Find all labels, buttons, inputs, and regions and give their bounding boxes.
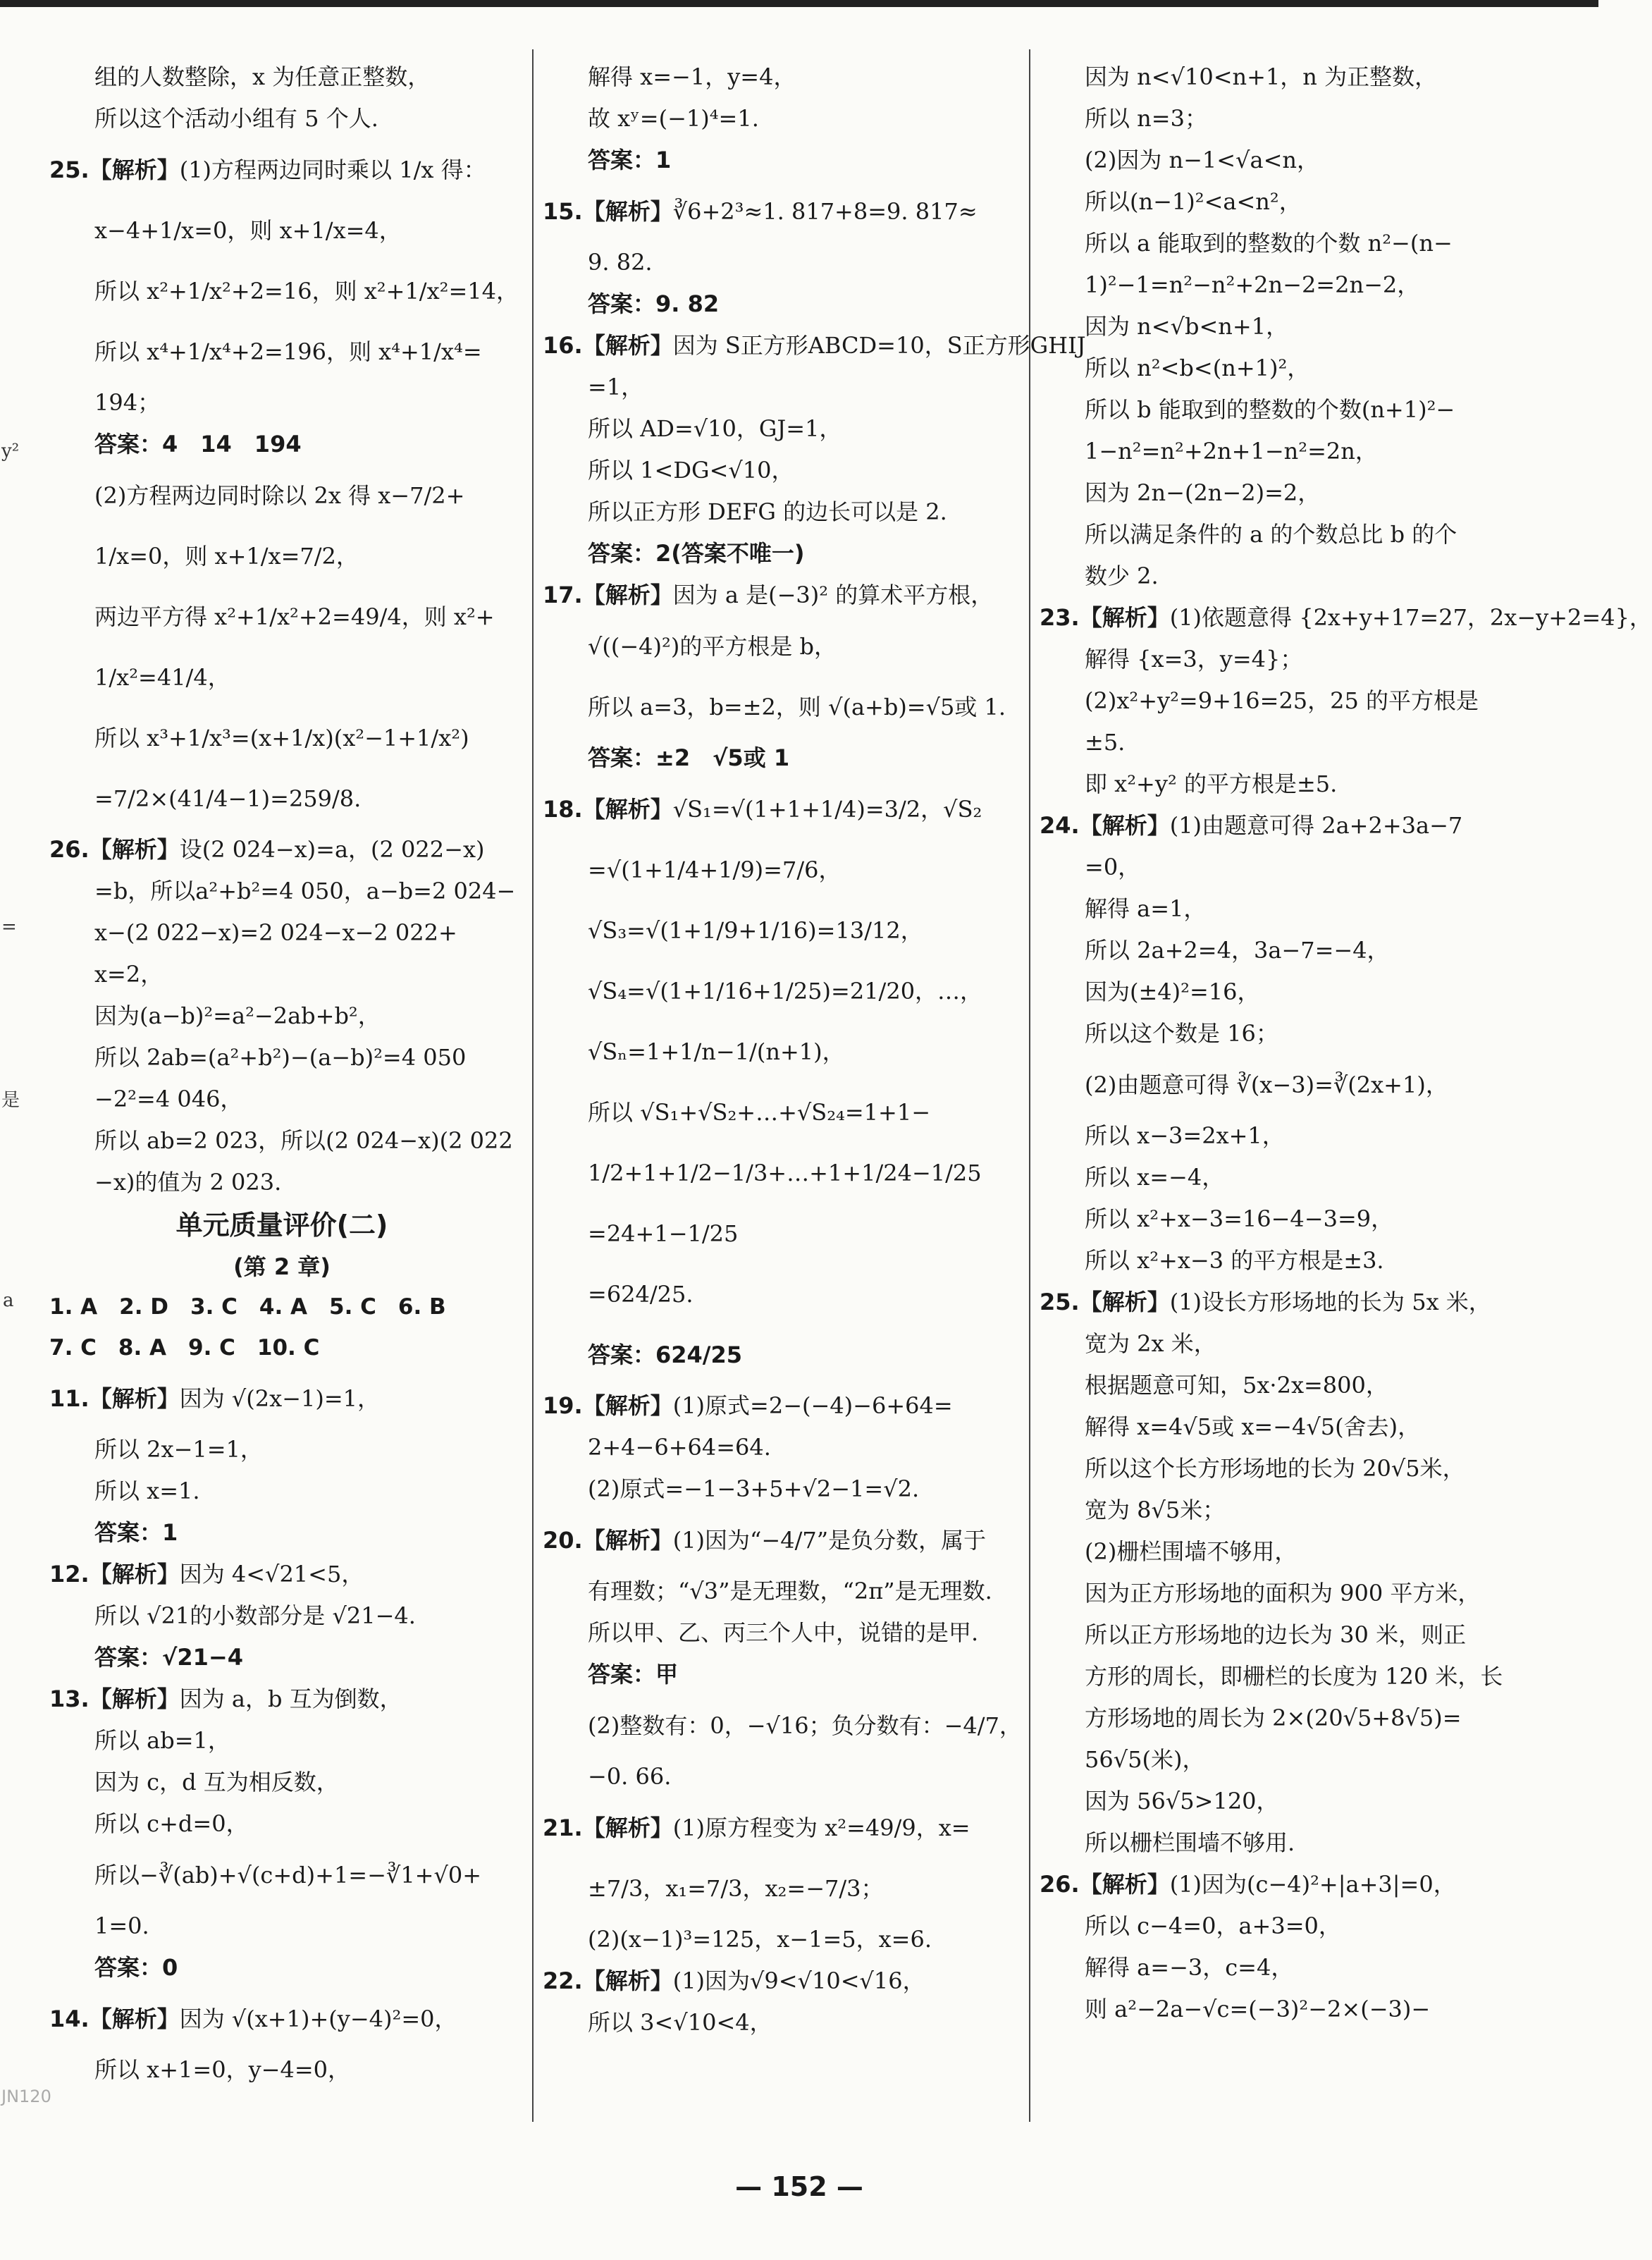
solution-line: 方形的周长，即栅栏的长度为 120 米，长 [1085, 1663, 1503, 1690]
solution-line: −2²=4 046， [94, 1086, 243, 1112]
solution-line: 所以−∛(ab)+√(c+d)+1=−∛1+√0+ [94, 1862, 482, 1889]
solution-line: 1−n²=n²+2n+1−n²=2n， [1085, 438, 1378, 465]
solution-line: 所以 x²+1/x²+2=16，则 x²+1/x²=14， [94, 278, 519, 305]
solution-line: 数少 2. [1085, 563, 1159, 589]
solution-first-line [49, 829, 514, 871]
solution-line: 因为 2n−(2n−2)=2， [1085, 479, 1321, 506]
continuation-block [543, 56, 1011, 181]
solution-first-line [543, 1960, 1011, 2002]
problem-number: 19.【解析】 [543, 1392, 673, 1419]
solution-line: 1=0. [94, 1912, 149, 1939]
solution-text: 因为 a 是(−3)² 的算术平方根， [672, 582, 994, 608]
continuation-block [49, 56, 514, 140]
choice-answers [49, 1286, 514, 1368]
solution-line: 故 xʸ=(−1)⁴=1. [588, 105, 759, 132]
solution-first-line [49, 1554, 514, 1595]
top-rule [0, 0, 1598, 7]
solution-line: 所以 x=−4， [1085, 1164, 1225, 1191]
answer-column-right [1040, 56, 1652, 2030]
solution-text: (1)方程两边同时乘以 1/x 得： [179, 156, 486, 183]
solution-line: 所以 2x−1=1， [94, 1436, 263, 1463]
solution-line: 所以 ab=2 023，所以(2 024−x)(2 022 [94, 1127, 513, 1154]
section-heading-block [49, 1203, 514, 1286]
edge-glyph: y² [1, 441, 20, 462]
problem-number: 22.【解析】 [543, 1967, 673, 1994]
solution-first-line [543, 1798, 1011, 1858]
choice-answer-row: 7. C 8. A 9. C 10. C [49, 1335, 320, 1361]
solution-block [543, 1510, 1022, 1798]
solution-line: =√(1+1/4+1/9)=7/6， [588, 856, 842, 883]
solution-text: (1)设长方形场地的长为 5x 米， [1169, 1289, 1491, 1315]
answer-line: 答案：2(答案不唯一) [588, 540, 805, 567]
problem-number: 11.【解析】 [49, 1385, 180, 1412]
choice-answer-row: 1. A 2. D 3. C 4. A 5. C 6. B [49, 1294, 446, 1320]
solution-line: 所以(n−1)²<a<n²， [1085, 188, 1302, 215]
solution-first-line [543, 181, 1011, 242]
solution-line: ±5. [1085, 729, 1126, 756]
solution-block [49, 829, 514, 1203]
solution-text: 设(2 024−x)=a，(2 022−x) [179, 836, 485, 863]
solution-first-line [543, 1510, 1011, 1571]
solution-line: 有理数；“√3”是无理数，“2π”是无理数. [588, 1578, 992, 1604]
answer-line: 答案：1 [588, 147, 672, 173]
solution-text: (1)因为“−4/7”是负分数，属于 [672, 1527, 987, 1554]
solution-line: 宽为 8√5米； [1085, 1497, 1226, 1523]
solution-line: 所以 x⁴+1/x⁴+2=196，则 x⁴+1/x⁴= [94, 338, 482, 365]
solution-text: (1)因为(c−4)²+|a+3|=0， [1169, 1871, 1456, 1898]
edge-glyph: a [3, 1290, 14, 1311]
edge-glyph: = [1, 916, 17, 938]
solution-line: 所以正方形 DEFG 的边长可以是 2. [588, 498, 947, 525]
solution-line: 1/2+1+1/2−1/3+…+1+1/24−1/25 [588, 1160, 982, 1186]
solution-line: 因为(±4)²=16， [1085, 978, 1260, 1005]
solution-line: 所以 b 能取到的整数的个数(n+1)²− [1085, 396, 1455, 423]
solution-line: 所以 c+d=0， [94, 1810, 249, 1837]
solution-line: 所以 x−3=2x+1， [1085, 1122, 1285, 1149]
solution-line: =b，所以a²+b²=4 050，a−b=2 024− [94, 878, 516, 904]
answer-line: 答案：0 [94, 1954, 178, 1981]
problem-number: 12.【解析】 [49, 1561, 180, 1587]
answer-line: 答案：±2 √5或 1 [588, 744, 790, 771]
solution-line: 所以 x=1. [94, 1478, 200, 1504]
solution-line: 解得 a=1， [1085, 895, 1207, 922]
solution-line: (2)因为 n−1<√a<n， [1085, 147, 1319, 173]
problem-number: 25.【解析】 [49, 156, 180, 183]
solution-line: (2)原式=−1−3+5+√2−1=√2. [588, 1475, 920, 1502]
solution-line: −x)的值为 2 023. [94, 1169, 282, 1196]
solution-text: 因为 S正方形ABCD=10，S正方形GHIJ [672, 332, 1086, 359]
solution-text: 因为 a，b 互为倒数， [179, 1685, 402, 1712]
solution-block [49, 1989, 514, 2091]
solution-first-line [1040, 805, 1519, 847]
solution-text: (1)原式=2−(−4)−6+64= [672, 1392, 953, 1419]
solution-block [1040, 1282, 1519, 1864]
solution-line: 所以这个活动小组有 5 个人. [94, 105, 378, 132]
solution-line: 组的人数整除，x 为任意正整数， [94, 63, 431, 90]
solution-line: x=2， [94, 961, 164, 988]
solution-line: =0， [1085, 854, 1141, 880]
solution-line: =7/2×(41/4−1)=259/8. [94, 785, 362, 812]
solution-line: (2)由题意可得 ∛(x−3)=∛(2x+1)， [1085, 1071, 1448, 1098]
solution-first-line [543, 325, 1086, 367]
solution-line: 解得 {x=3，y=4}； [1085, 646, 1303, 673]
solution-first-line [49, 1989, 514, 2049]
solution-line: (2)x²+y²=9+16=25，25 的平方根是 [1085, 687, 1479, 714]
solution-line: 所以 ab=1， [94, 1727, 230, 1754]
solution-line: 1)²−1=n²−n²+2n−2=2n−2， [1085, 271, 1420, 298]
solution-block [1040, 597, 1652, 805]
solution-line: 因为(a−b)²=a²−2ab+b²， [94, 1002, 381, 1029]
solution-line: 所以 x²+x−3=16−4−3=9， [1085, 1205, 1394, 1232]
answer-line: 答案：9. 82 [588, 290, 720, 317]
solution-line: 因为 56√5>120， [1085, 1788, 1279, 1814]
solution-line: =24+1−1/25 [588, 1220, 739, 1247]
solution-line: √S₃=√(1+1/9+1/16)=13/12， [588, 917, 923, 944]
solution-line: 所以 √S₁+√S₂+…+√S₂₄=1+1− [588, 1099, 931, 1126]
problem-number: 16.【解析】 [543, 332, 673, 359]
solution-line: 所以 c−4=0，a+3=0， [1085, 1912, 1341, 1939]
solution-line: 1/x=0，则 x+1/x=7/2， [94, 543, 359, 570]
answer-line: 答案：1 [94, 1519, 178, 1546]
solution-line: −0. 66. [588, 1763, 672, 1790]
solution-first-line [49, 1678, 514, 1720]
solution-line: 所以正方形场地的边长为 30 米，则正 [1085, 1621, 1467, 1648]
problem-number: 14.【解析】 [49, 2006, 180, 2032]
answer-column-middle [543, 56, 1086, 2044]
solution-line: 所以 n=3； [1085, 105, 1207, 132]
solution-line: 1/x²=41/4， [94, 664, 230, 691]
solution-line: 宽为 2x 米， [1085, 1330, 1216, 1357]
solution-block [49, 140, 519, 829]
solution-line: 所以这个长方形场地的长为 20√5米， [1085, 1455, 1465, 1482]
problem-number: 21.【解析】 [543, 1814, 673, 1841]
problem-number: 13.【解析】 [49, 1685, 180, 1712]
solution-text: 因为 √(x+1)+(y−4)²=0， [179, 2006, 457, 2032]
solution-line: 2+4−6+64=64. [588, 1434, 771, 1461]
solution-line: ±7/3，x₁=7/3，x₂=−7/3； [588, 1875, 884, 1902]
solution-block [543, 1960, 1011, 2044]
solution-text: (1)因为√9<√10<√16， [672, 1967, 925, 1994]
solution-line: 9. 82. [588, 249, 653, 276]
solution-block [543, 325, 1086, 575]
solution-line: 解得 x=−1，y=4， [588, 63, 796, 90]
solution-block [543, 1385, 1011, 1510]
solution-line: 所以 2a+2=4，3a−7=−4， [1085, 937, 1390, 964]
solution-line: 所以这个数是 16； [1085, 1020, 1278, 1047]
solution-line: 因为 c，d 互为相反数， [94, 1769, 339, 1795]
solution-line: (2)(x−1)³=125，x−1=5，x=6. [588, 1926, 932, 1953]
solution-line: 所以 1<DG<√10， [588, 457, 794, 484]
section-subtitle: (第 2 章) [233, 1253, 331, 1280]
solution-line: (2)整数有：0，−√16；负分数有：−4/7， [588, 1712, 1022, 1739]
corner-stamp: JN120 [1, 2087, 51, 2106]
solution-first-line [543, 575, 1011, 616]
solution-block [543, 779, 1011, 1385]
continuation-block [1040, 56, 1519, 597]
solution-line: (2)栅栏围墙不够用， [1085, 1538, 1297, 1565]
solution-first-line [49, 140, 514, 200]
solution-line: 则 a²−2a−√c=(−3)²−2×(−3)− [1085, 1996, 1431, 2022]
solution-line: 所以 n²<b<(n+1)²， [1085, 355, 1310, 381]
page-number: — 152 — [735, 2171, 863, 2202]
solution-line: 所以 2ab=(a²+b²)−(a−b)²=4 050 [94, 1044, 467, 1071]
solution-text: (1)原方程变为 x²=49/9，x= [672, 1814, 970, 1841]
problem-number: 23.【解析】 [1040, 604, 1170, 631]
solution-text: √S₁=√(1+1+1/4)=3/2，√S₂ [672, 796, 982, 823]
solution-line: =1， [588, 374, 644, 400]
solution-line: 所以 x³+1/x³=(x+1/x)(x²−1+1/x²) [94, 725, 469, 751]
solution-line: =624/25. [588, 1281, 694, 1308]
solution-text: 因为 √(2x−1)=1， [179, 1385, 380, 1412]
solution-text: ∛6+2³≈1. 817+8=9. 817≈ [672, 198, 978, 225]
solution-line: x−4+1/x=0，则 x+1/x=4， [94, 217, 402, 244]
answer-column-left [49, 56, 519, 2091]
problem-number: 26.【解析】 [49, 836, 180, 863]
solution-block [543, 181, 1011, 325]
solution-line: 因为正方形场地的面积为 900 平方米， [1085, 1580, 1481, 1607]
solution-line: √Sₙ=1+1/n−1/(n+1)， [588, 1038, 845, 1065]
solution-line: 所以 3<√10<4， [588, 2009, 772, 2036]
problem-number: 24.【解析】 [1040, 812, 1170, 839]
problem-number: 18.【解析】 [543, 796, 673, 823]
solution-line: 所以 x²+x−3 的平方根是±3. [1085, 1247, 1384, 1274]
solution-line: 所以 AD=√10，GJ=1， [588, 415, 842, 442]
solution-line: √S₄=√(1+1/16+1/25)=21/20，…， [588, 978, 983, 1005]
problem-number: 15.【解析】 [543, 198, 673, 225]
solution-first-line [1040, 1864, 1519, 1905]
solution-block [49, 1678, 514, 1989]
solution-line: 根据题意可知，5x·2x=800， [1085, 1372, 1388, 1399]
answer-line: 答案：624/25 [588, 1341, 743, 1368]
solution-line: 解得 a=−3，c=4， [1085, 1954, 1294, 1981]
solution-line: x−(2 022−x)=2 024−x−2 022+ [94, 919, 457, 946]
solution-line: √((−4)²)的平方根是 b， [588, 633, 837, 660]
solution-line: 解得 x=4√5或 x=−4√5(舍去)， [1085, 1413, 1421, 1440]
solution-first-line [1040, 597, 1652, 639]
solution-line: 所以 x+1=0，y−4=0， [94, 2056, 350, 2083]
solution-line: 因为 n<√10<n+1，n 为正整数， [1085, 63, 1438, 90]
solution-block [49, 1368, 514, 1554]
solution-line: 即 x²+y² 的平方根是±5. [1085, 770, 1338, 797]
solution-block [543, 1798, 1011, 1960]
solution-text: 因为 4<√21<5， [179, 1561, 364, 1587]
solution-first-line [1040, 1282, 1519, 1323]
solution-block [1040, 1864, 1519, 2030]
solution-line: 所以甲、乙、丙三个人中，说错的是甲. [588, 1619, 979, 1646]
solution-block [1040, 805, 1519, 1282]
solution-line: 所以栅栏围墙不够用. [1085, 1829, 1295, 1856]
solution-block [543, 575, 1011, 779]
solution-line: 所以 a=3，b=±2，则 √(a+b)=√5或 1. [588, 694, 1006, 720]
solution-line: 所以满足条件的 a 的个数总比 b 的个 [1085, 521, 1457, 548]
solution-first-line [543, 779, 1011, 840]
solution-line: 所以 a 能取到的整数的个数 n²−(n− [1085, 230, 1453, 257]
column-divider [532, 49, 534, 2122]
problem-number: 20.【解析】 [543, 1527, 673, 1554]
problem-number: 17.【解析】 [543, 582, 673, 608]
section-title: 单元质量评价(二) [175, 1210, 388, 1241]
solution-block [49, 1554, 514, 1678]
column-divider [1029, 49, 1030, 2122]
problem-number: 25.【解析】 [1040, 1289, 1170, 1315]
solution-line: 所以 √21的小数部分是 √21−4. [94, 1602, 416, 1629]
answer-line: 答案：甲 [588, 1661, 679, 1688]
answer-line: 答案：4 14 194 [94, 431, 302, 457]
solution-line: 因为 n<√b<n+1， [1085, 313, 1289, 340]
solution-line: (2)方程两边同时除以 2x 得 x−7/2+ [94, 482, 465, 509]
answer-line: 答案：√21−4 [94, 1644, 243, 1671]
solution-text: (1)由题意可得 2a+2+3a−7 [1169, 812, 1463, 839]
solution-line: 56√5(米)， [1085, 1746, 1205, 1773]
solution-first-line [49, 1368, 514, 1429]
problem-number: 26.【解析】 [1040, 1871, 1170, 1898]
solution-first-line [543, 1385, 1011, 1427]
solution-text: (1)依题意得 {2x+y+17=27，2x−y+2=4}， [1169, 604, 1652, 631]
edge-glyph: 是 [1, 1090, 20, 1111]
solution-line: 194； [94, 389, 161, 416]
solution-line: 两边平方得 x²+1/x²+2=49/4，则 x²+ [94, 603, 495, 630]
solution-line: 方形场地的周长为 2×(20√5+8√5)= [1085, 1705, 1462, 1731]
